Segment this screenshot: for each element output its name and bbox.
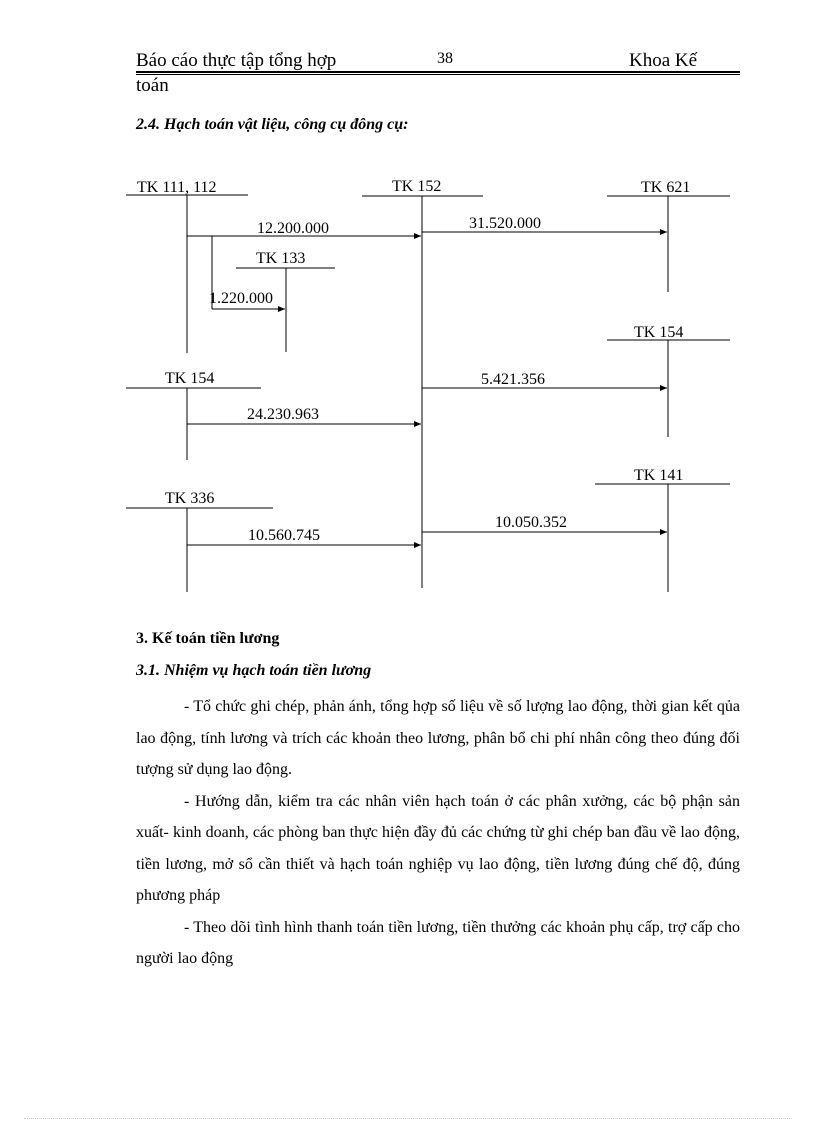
page-number: 38	[437, 50, 453, 67]
tk621-label: TK 621	[641, 179, 691, 196]
amount-111-to-152: 12.200.000	[257, 220, 329, 237]
section-subheading-3-1: 3.1. Nhiệm vụ hạch toán tiền lương	[136, 662, 372, 679]
section-3-1-body	[136, 691, 740, 975]
tk154-right-label: TK 154	[634, 324, 684, 341]
paragraph: - Hướng dẫn, kiểm tra các nhân viên hạch toán ở các phân xưởng, các bộ phận sản xuất- kinh doanh, các phòng ban thực hiện đầy đủ các chứng từ ghi chép ban đầu về lao động, tiền lương, mở sổ cần thiết và hạch toán nghiệp vụ lao động, tiền lương đúng chế độ, đúng phương pháp	[136, 792, 740, 904]
tk152-label: TK 152	[392, 178, 442, 195]
section-heading-3: 3. Kế toán tiền lương	[136, 630, 280, 647]
tk154-left-label: TK 154	[165, 370, 215, 387]
tk141-label: TK 141	[634, 467, 684, 484]
section-title-2-4: 2.4. Hạch toán vật liệu, công cụ đông cụ:	[136, 116, 409, 133]
amount-336-to-152: 10.560.745	[248, 527, 320, 544]
amount-152-to-621: 31.520.000	[469, 215, 541, 232]
amount-154-to-152: 24.230.963	[247, 406, 319, 423]
tk133-label: TK 133	[256, 250, 306, 267]
header-department: Khoa Kế	[629, 50, 698, 71]
tk111-label: TK 111, 112	[137, 179, 217, 196]
paragraph: - Theo dõi tình hình thanh toán tiền lương, tiền thưởng các khoản phụ cấp, trợ cấp cho người lao động	[136, 918, 740, 967]
amount-111-to-133: 1.220.000	[209, 290, 273, 307]
amount-152-to-141: 10.050.352	[495, 514, 567, 531]
header-department-wrap: toán	[136, 75, 169, 96]
page-bottom-border	[24, 1118, 792, 1119]
tk336-label: TK 336	[165, 490, 215, 507]
paragraph: - Tổ chức ghi chép, phản ánh, tổng hợp số liệu về số lượng lao động, thời gian kết qủa lao động, tính lương và trích các khoản theo lương, phân bổ chi phí nhân công theo đúng đối tượng sử dụng lao động.	[136, 698, 740, 778]
header-report-title: Báo cáo thực tập tổng hợp	[136, 50, 337, 71]
amount-152-to-154: 5.421.356	[481, 371, 545, 388]
